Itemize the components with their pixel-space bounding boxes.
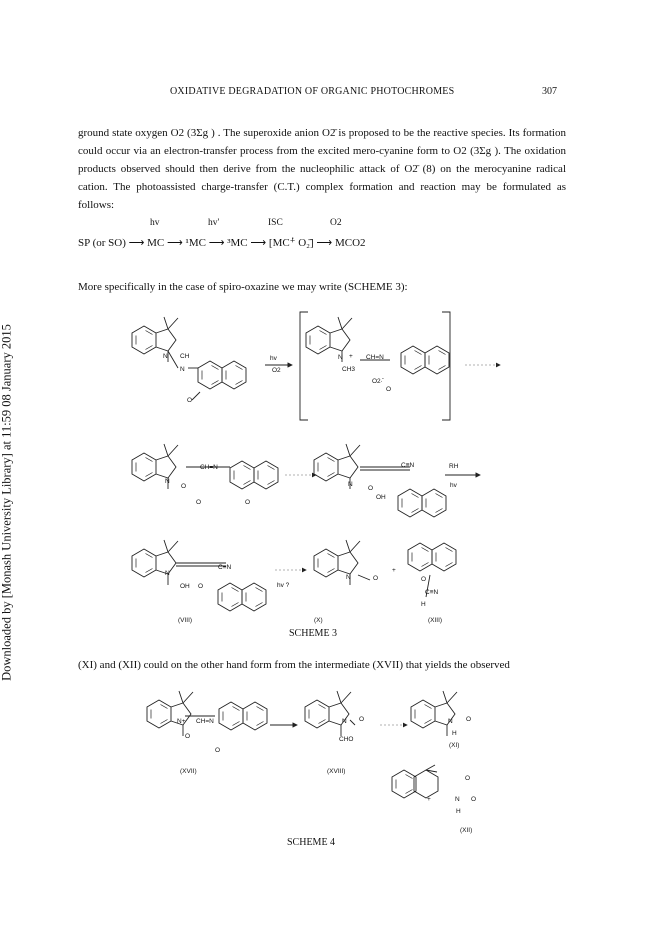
atom-n: N xyxy=(346,574,351,581)
scheme3-row2 xyxy=(130,445,550,525)
atom-o: O xyxy=(359,716,365,723)
atom-o: O xyxy=(373,575,379,582)
atom-o: O xyxy=(471,796,477,803)
atom-c-n: C≡N xyxy=(218,564,232,571)
arrow-label-hv: hv xyxy=(450,482,457,489)
label-isc: ISC xyxy=(268,218,283,228)
label-compound-xiii: (XIII) xyxy=(428,617,443,624)
atom-n: N xyxy=(448,718,453,725)
arrow-label-o2: O2 xyxy=(272,367,281,374)
download-watermark: Downloaded by [Monash University Library] at 11:59 08 January 2015 xyxy=(0,324,14,681)
atom-c-n: C≡N xyxy=(401,462,415,469)
atom-ch-n: CH=N xyxy=(366,354,384,361)
atom-nplus: N+ xyxy=(177,718,186,725)
atom-h: H xyxy=(456,808,461,815)
label-compound-xii: (XII) xyxy=(460,827,473,834)
atom-o: O xyxy=(465,775,471,782)
atom-o: O xyxy=(196,499,202,506)
paragraph-scheme3-intro: More specifically in the case of spiro-oxazine we may write (SCHEME 3): xyxy=(78,281,408,293)
atom-oh: OH xyxy=(376,494,386,501)
atom-n: N xyxy=(165,478,170,485)
atom-o: O xyxy=(185,733,191,740)
atom-n: N xyxy=(342,718,347,725)
atom-ch3: CH3 xyxy=(342,366,356,373)
scheme4-row1 xyxy=(145,690,505,825)
atom-n: N xyxy=(348,481,353,488)
arrow-label-hv: hv xyxy=(270,355,277,362)
plus-sign: + xyxy=(427,796,431,803)
label-hv-prime: hv' xyxy=(208,218,220,228)
atom-o: O xyxy=(421,576,427,583)
arrow-label-hv-q: hv ? xyxy=(277,582,290,589)
atom-n: N xyxy=(338,354,343,361)
running-header: OXIDATIVE DEGRADATION OF ORGANIC PHOTOCHROMES xyxy=(170,86,455,97)
label-o2: O2 xyxy=(330,218,342,228)
atom-o: O xyxy=(368,485,374,492)
atom-ch-n: CH=N xyxy=(200,464,218,471)
equation-arrow-labels xyxy=(78,218,568,232)
atom-cho: CHO xyxy=(339,736,354,743)
atom-o: O xyxy=(466,716,472,723)
paragraph-scheme4-intro: (XI) and (XII) could on the other hand form from the intermediate (XVII) that yields the observed xyxy=(78,659,510,671)
arrow-label-rh: RH xyxy=(449,463,459,470)
atom-n: N xyxy=(165,570,170,577)
atom-o2-radical: O2·̄ xyxy=(372,378,383,385)
scheme3-caption: SCHEME 3 xyxy=(289,628,338,639)
atom-o: O xyxy=(215,747,221,754)
scheme4-caption: SCHEME 4 xyxy=(287,837,336,848)
atom-o: O xyxy=(245,499,251,506)
label-compound-xvii: (XVII) xyxy=(180,768,197,775)
atom-ch-n: CH=N xyxy=(196,718,214,725)
label-compound-xi: (XI) xyxy=(449,742,460,749)
label-compound-viii: (VIII) xyxy=(178,617,193,624)
plus-sign: + xyxy=(392,567,396,574)
atom-o: O xyxy=(198,583,204,590)
atom-n: N xyxy=(180,366,185,373)
atom-c-n: C≡N xyxy=(425,589,439,596)
label-compound-x: (X) xyxy=(314,617,323,624)
label-compound-xviii: (XVIII) xyxy=(327,768,346,775)
atom-ch: CH xyxy=(180,353,190,360)
atom-n: N xyxy=(163,353,168,360)
paragraph-intro: ground state oxygen O2 (3Σg ) . The superoxide anion O2̄ is proposed to be the reactive species. Its formation could occur via an electron-transfer process from the excited mero-cyanine form to O2 (3Σg ). The oxidation products observed should then derive from the nucleophilic attack of O2̄ (8) on the merocyanine radical cation. The photoassisted charge-transfer (C.T.) complex formation and reaction may be formulated as follows: xyxy=(78,127,566,211)
plus-sign: + xyxy=(349,353,353,360)
atom-o: O xyxy=(181,483,187,490)
scheme3-row1 xyxy=(130,320,550,440)
atom-h: H xyxy=(421,601,426,608)
scheme3-row3 xyxy=(130,535,550,625)
label-hv: hv xyxy=(150,218,160,228)
atom-n: N xyxy=(455,796,460,803)
atom-h: H xyxy=(452,730,457,737)
atom-o: O xyxy=(386,386,392,393)
atom-oh: OH xyxy=(180,583,190,590)
reaction-equation: SP (or SO) ⟶ MC ⟶ ¹MC ⟶ ³MC ⟶ [MC⁺̇ O₂̄] ⟶ MCO2 xyxy=(78,237,366,249)
page-number: 307 xyxy=(542,86,557,97)
atom-o: O xyxy=(187,397,193,404)
